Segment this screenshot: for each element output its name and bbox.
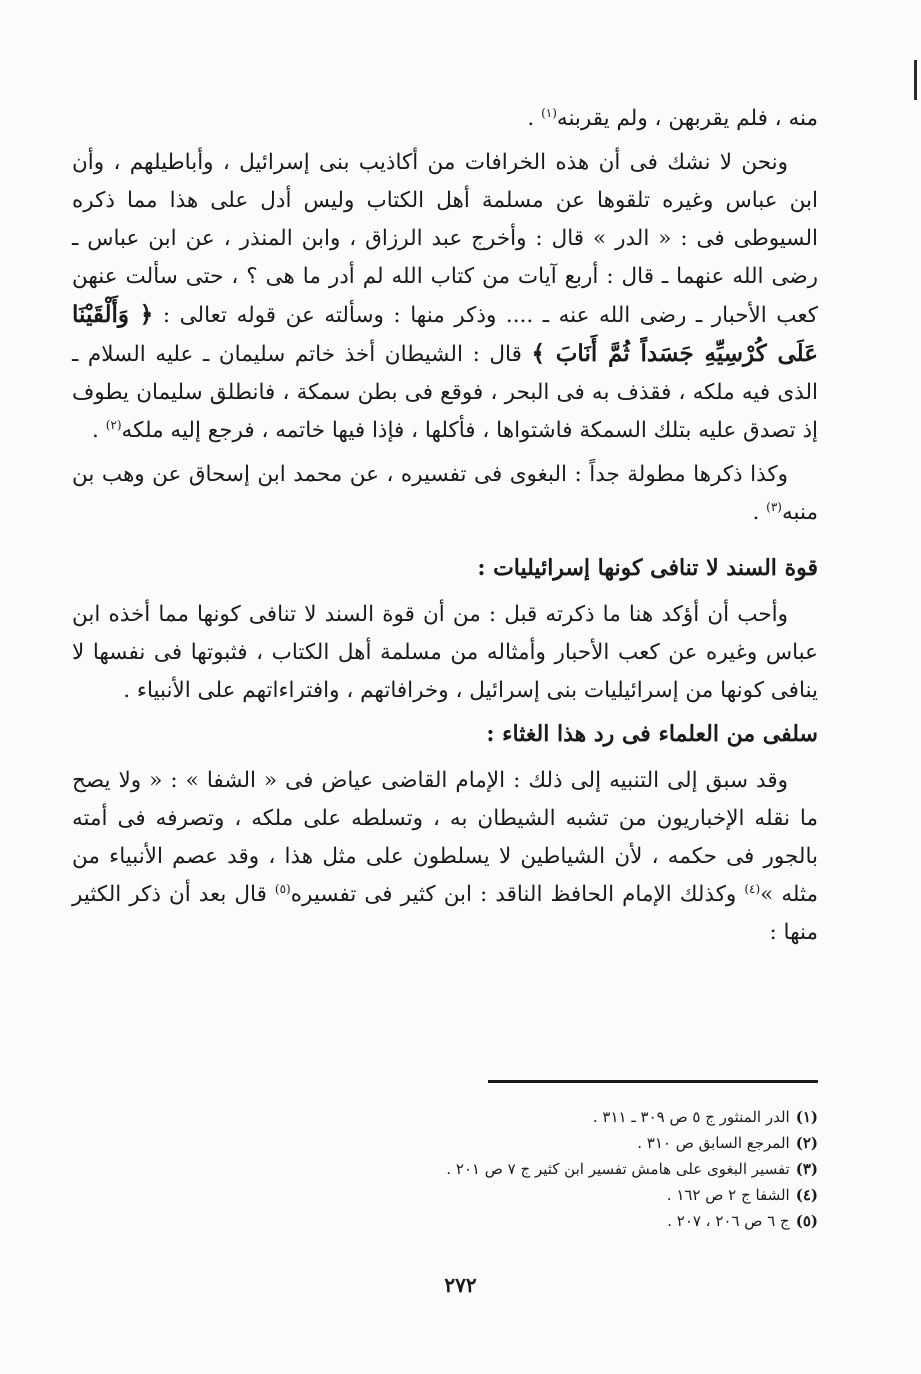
footnote-ref: (٥) (274, 881, 291, 896)
footnote (72, 1130, 818, 1156)
footnote-ref: (٣) (766, 499, 782, 514)
footnote (72, 1182, 818, 1208)
footnote (72, 1104, 818, 1130)
footnote-text: ج ٦ ص ٢٠٦ ، ٢٠٧ . (667, 1212, 790, 1230)
footnote-text: الشفا ج ٢ ص ١٦٢ . (666, 1186, 790, 1204)
paragraph-text: ونحن لا نشك فى أن هذه الخرافات من أكاذيب بنى إسرائيل ، وأباطيلهم ، وأن ابن عباس وغيره تلقوها عن مسلمة أهل الكتاب وليس أدل على هذا مما ذكره السيوطى فى : « الدر » قال : وأخرج عبد الرزاق ، وابن المنذر ، عن ابن عباس ـ رضى الله عنهما ـ قال : أربع آيات من كتاب الله لم أدر ما هى ؟ ، حتى سألت عنهن كعب الأحبار ـ رضى الله عنه ـ .... وذكر منها : وسألته عن قوله تعالى : (72, 150, 819, 328)
section-heading-1: قوة السند لا تنافى كونها إسرائيليات : (477, 555, 818, 581)
paragraph-end: . (752, 500, 767, 525)
paragraph-2 (72, 144, 818, 450)
paragraph-end: . (527, 106, 542, 131)
page-body (72, 100, 818, 958)
footnote-text: تفسير البغوى على هامش تفسير ابن كثير ج ٧ ص ٢٠١ . (446, 1160, 790, 1178)
paragraph-text: وقد سبق إلى التنبيه إلى ذلك : الإمام القاضى عياض فى « الشفا » : « ولا يصح ما نقله الإخباريون من تشبه الشيطان به ، وتسلطه على ملكه ، وتصرفه فى أمته بالجور فى حكمه ، لأن الشياطين لا يسلطون على مثل هذا ، وقد عصم الأنبياء من مثله » (72, 768, 818, 907)
page-edge-mark (914, 60, 917, 100)
paragraph-text: وكذلك الإمام الحافظ الناقد : ابن كثير فى تفسيره (290, 882, 745, 907)
paragraph-end: . (92, 418, 106, 443)
paragraph-text: منه ، فلم يقربهن ، ولم يقربنه (556, 106, 818, 131)
paragraph-text: قال : الشيطان أخذ خاتم سليمان ـ عليه السلام ـ الذى فيه ملكه ، فقذف به فى البحر ، فوقع فى بطن سمكة ، فانطلق سليمان يطوف إذ تصدق عليه بتلك السمكة فاشتواها ، فأكلها ، فإذا فيها خاتمه ، فرجع إليه ملكه (72, 342, 818, 443)
paragraph-text: وكذا ذكرها مطولة جداً : البغوى فى تفسيره ، عن محمد ابن إسحاق عن وهب بن منبه (72, 462, 818, 525)
footnote-ref: (٤) (744, 881, 761, 896)
quran-verse: ﴿ وَأَلْقَيْنَا عَلَى كُرْسِيِّهِ جَسَداً ثُمَّ أَنَابَ ﴾ (72, 301, 818, 367)
footnote-number: (٤) (795, 1186, 818, 1204)
footnote-text: الدر المنثور ج ٥ ص ٣٠٩ ـ ٣١١ . (592, 1108, 790, 1126)
footnote-number: (٣) (795, 1160, 818, 1178)
section-heading-2: سلفى من العلماء فى رد هذا الغثاء : (486, 721, 818, 747)
paragraph-3 (72, 456, 818, 532)
footnote (72, 1208, 818, 1234)
paragraph-1 (72, 100, 818, 138)
paragraph-end: قال بعد أن ذكر الكثير منها : (72, 882, 818, 945)
footnote-number: (٢) (795, 1134, 818, 1152)
footnotes (72, 1104, 818, 1234)
footnote-number: (٥) (795, 1212, 818, 1230)
footnote-text: المرجع السابق ص ٣١٠ . (637, 1134, 790, 1152)
footnote (72, 1156, 818, 1182)
footnote-ref: (٢) (105, 417, 122, 432)
footnote-number: (١) (795, 1108, 818, 1126)
page-number: ٢٧٢ (444, 1273, 477, 1297)
footnote-separator (488, 1080, 818, 1083)
footnote-ref: (١) (541, 105, 557, 120)
paragraph-text: وأحب أن أؤكد هنا ما ذكرته قبل : من أن قوة السند لا تنافى كونها مما أخذه ابن عباس وغيره عن كعب الأحبار وأمثاله من مسلمة أهل الكتاب ، فثبوتها فى نفسها لا ينافى كونها من إسرائيليات بنى إسرائيل ، وخرافاتهم ، وافتراءاتهم على الأنبياء . (72, 602, 818, 703)
paragraph-5 (72, 762, 818, 952)
paragraph-4 (72, 596, 818, 710)
